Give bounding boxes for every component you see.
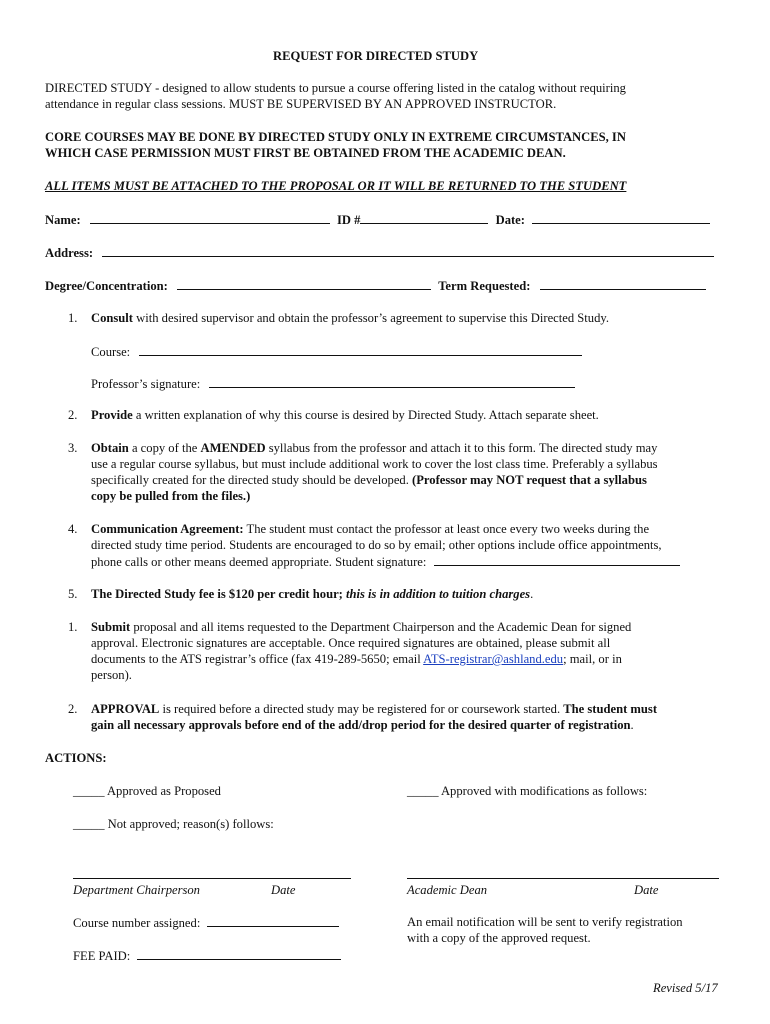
item-4-line-1 xyxy=(91,521,649,538)
item-1-number: 1. xyxy=(68,311,78,325)
approval-item-number: 2. xyxy=(68,702,78,716)
date-label: Date: xyxy=(495,213,525,227)
submit-line-3-pre: documents to the ATS registrar’s office (fax 419-289-5650; email xyxy=(91,652,424,666)
item-2-number: 2. xyxy=(68,408,78,422)
item-3-line-3-text: specifically created for the directed study should be developed. xyxy=(91,473,413,487)
course-field[interactable] xyxy=(139,343,582,356)
intro-line-1: DIRECTED STUDY - designed to allow students to pursue a course offering listed in the catalog without requiring xyxy=(45,81,626,95)
core-notice-line-2: WHICH CASE PERMISSION MUST FIRST BE OBTAINED FROM THE ACADEMIC DEAN. xyxy=(45,146,566,160)
professor-signature-row xyxy=(91,375,575,393)
fee-paid-label: FEE PAID: xyxy=(73,949,131,963)
approval-line-2-bold: gain all necessary approvals before end of the add/drop period for the desired quarter of registration xyxy=(91,718,631,732)
dept-chair-label: Department Chairperson xyxy=(73,883,200,897)
professor-signature-label: Professor’s signature: xyxy=(91,377,201,391)
not-approved-option[interactable]: _____ Not approved; reason(s) follows: xyxy=(73,817,274,831)
approval-line-1 xyxy=(91,701,657,718)
item-2-text xyxy=(91,407,599,424)
page-title: REQUEST FOR DIRECTED STUDY xyxy=(273,49,479,63)
term-label: Term Requested: xyxy=(438,279,531,293)
item-3-line-4: copy be pulled from the files.) xyxy=(91,489,251,503)
item-2-keyword: Provide xyxy=(91,408,133,422)
core-notice-line-1: CORE COURSES MAY BE DONE BY DIRECTED STUDY ONLY IN EXTREME CIRCUMSTANCES, IN xyxy=(45,130,626,144)
email-note-line-1: An email notification will be sent to verify registration xyxy=(407,915,683,929)
revision-note: Revised 5/17 xyxy=(653,981,718,995)
id-label: ID # xyxy=(336,213,361,227)
item-3-line-1-rest: syllabus from the professor and attach it to this form. The directed study may xyxy=(265,441,658,455)
approved-with-modifications-option[interactable]: _____ Approved with modifications as follows: xyxy=(407,784,648,798)
dept-chair-date-label: Date xyxy=(271,883,296,897)
approval-line-2 xyxy=(91,717,634,734)
name-field[interactable] xyxy=(90,211,330,224)
actions-heading: ACTIONS: xyxy=(45,751,107,765)
dept-chair-signature-line[interactable] xyxy=(73,866,351,879)
name-label: Name: xyxy=(45,213,81,227)
fee-end: . xyxy=(530,587,534,601)
degree-label: Degree/Concentration: xyxy=(45,279,168,293)
course-number-label: Course number assigned: xyxy=(73,916,201,930)
course-row xyxy=(91,343,582,361)
submit-line-3-post: ; mail, or in xyxy=(563,652,622,666)
registrar-email-link[interactable]: ATS-registrar@ashland.edu xyxy=(423,652,564,666)
submit-line-4: person). xyxy=(91,668,132,682)
date-field[interactable] xyxy=(532,211,710,224)
item-3-number: 3. xyxy=(68,441,78,455)
approval-line-2-end: . xyxy=(630,718,634,732)
item-3-line-3-bold: (Professor may NOT request that a syllabus xyxy=(412,473,647,487)
approved-as-proposed-option[interactable]: _____ Approved as Proposed xyxy=(73,784,221,798)
item-3-line-2: use a regular course syllabus, but must include additional work to cover the lost class time. Preferably a syllabus xyxy=(91,457,658,471)
email-note-line-2: with a copy of the approved request. xyxy=(407,931,591,945)
degree-field[interactable] xyxy=(177,277,431,290)
professor-signature-field[interactable] xyxy=(209,375,575,388)
fee-paid-row xyxy=(73,947,341,965)
course-number-row xyxy=(73,914,339,932)
item-3-pre: a copy of the xyxy=(128,441,201,455)
submit-keyword: Submit xyxy=(91,620,131,634)
address-row xyxy=(45,244,714,262)
dean-date-label: Date xyxy=(634,883,659,897)
approval-line-1-rest: is required before a directed study may be registered for or coursework started. xyxy=(159,702,564,716)
item-1-body: with desired supervisor and obtain the professor’s agreement to supervise this Directed Study. xyxy=(133,311,610,325)
item-3-keyword: Obtain xyxy=(91,441,129,455)
approval-line-1-bold: The student must xyxy=(563,702,658,716)
item-4-line-3 xyxy=(91,553,680,571)
fee-paid-field[interactable] xyxy=(137,947,341,960)
dean-signature-line[interactable] xyxy=(407,866,719,879)
item-3-line-1 xyxy=(91,440,657,457)
student-signature-label: phone calls or other means deemed appropriate. Student signature: xyxy=(91,555,427,569)
item-4-line-1-rest: The student must contact the professor at least once every two weeks during the xyxy=(243,522,650,536)
submit-item-number: 1. xyxy=(68,620,78,634)
warning-notice: ALL ITEMS MUST BE ATTACHED TO THE PROPOSAL OR IT WILL BE RETURNED TO THE STUDENT xyxy=(45,179,627,193)
address-field[interactable] xyxy=(102,244,714,257)
submit-line-2: approval. Electronic signatures are acceptable. Once required signatures are obtained, please submit all xyxy=(91,636,611,650)
item-2-body: a written explanation of why this course is desired by Directed Study. Attach separate sheet. xyxy=(132,408,599,422)
submit-line-3 xyxy=(91,651,622,668)
approval-keyword: APPROVAL xyxy=(91,702,160,716)
name-row xyxy=(45,211,710,229)
intro-line-2: attendance in regular class sessions. MUST BE SUPERVISED BY AN APPROVED INSTRUCTOR. xyxy=(45,97,557,111)
address-label: Address: xyxy=(45,246,94,260)
id-field[interactable] xyxy=(360,211,488,224)
course-label: Course: xyxy=(91,345,131,359)
submit-line-1-rest: proposal and all items requested to the Department Chairperson and the Academic Dean for signed xyxy=(130,620,632,634)
student-signature-field[interactable] xyxy=(434,553,680,566)
item-5-number: 5. xyxy=(68,587,78,601)
fee-note: this is in addition to tuition charges xyxy=(342,587,531,601)
item-3-amended: AMENDED xyxy=(200,441,266,455)
degree-row xyxy=(45,277,706,295)
item-1-keyword: Consult xyxy=(91,311,133,325)
item-1-text xyxy=(91,310,609,327)
item-4-line-2: directed study time period. Students are encouraged to do so by email; other options include office appointments, xyxy=(91,538,662,552)
submit-line-1 xyxy=(91,619,631,636)
item-3-line-3 xyxy=(91,472,647,489)
fee-statement: The Directed Study fee is $120 per credit hour; xyxy=(91,587,343,601)
item-4-keyword: Communication Agreement: xyxy=(91,522,244,536)
item-5-text xyxy=(91,586,533,603)
dean-label: Academic Dean xyxy=(407,883,488,897)
item-4-number: 4. xyxy=(68,522,78,536)
course-number-field[interactable] xyxy=(207,914,339,927)
term-field[interactable] xyxy=(540,277,706,290)
